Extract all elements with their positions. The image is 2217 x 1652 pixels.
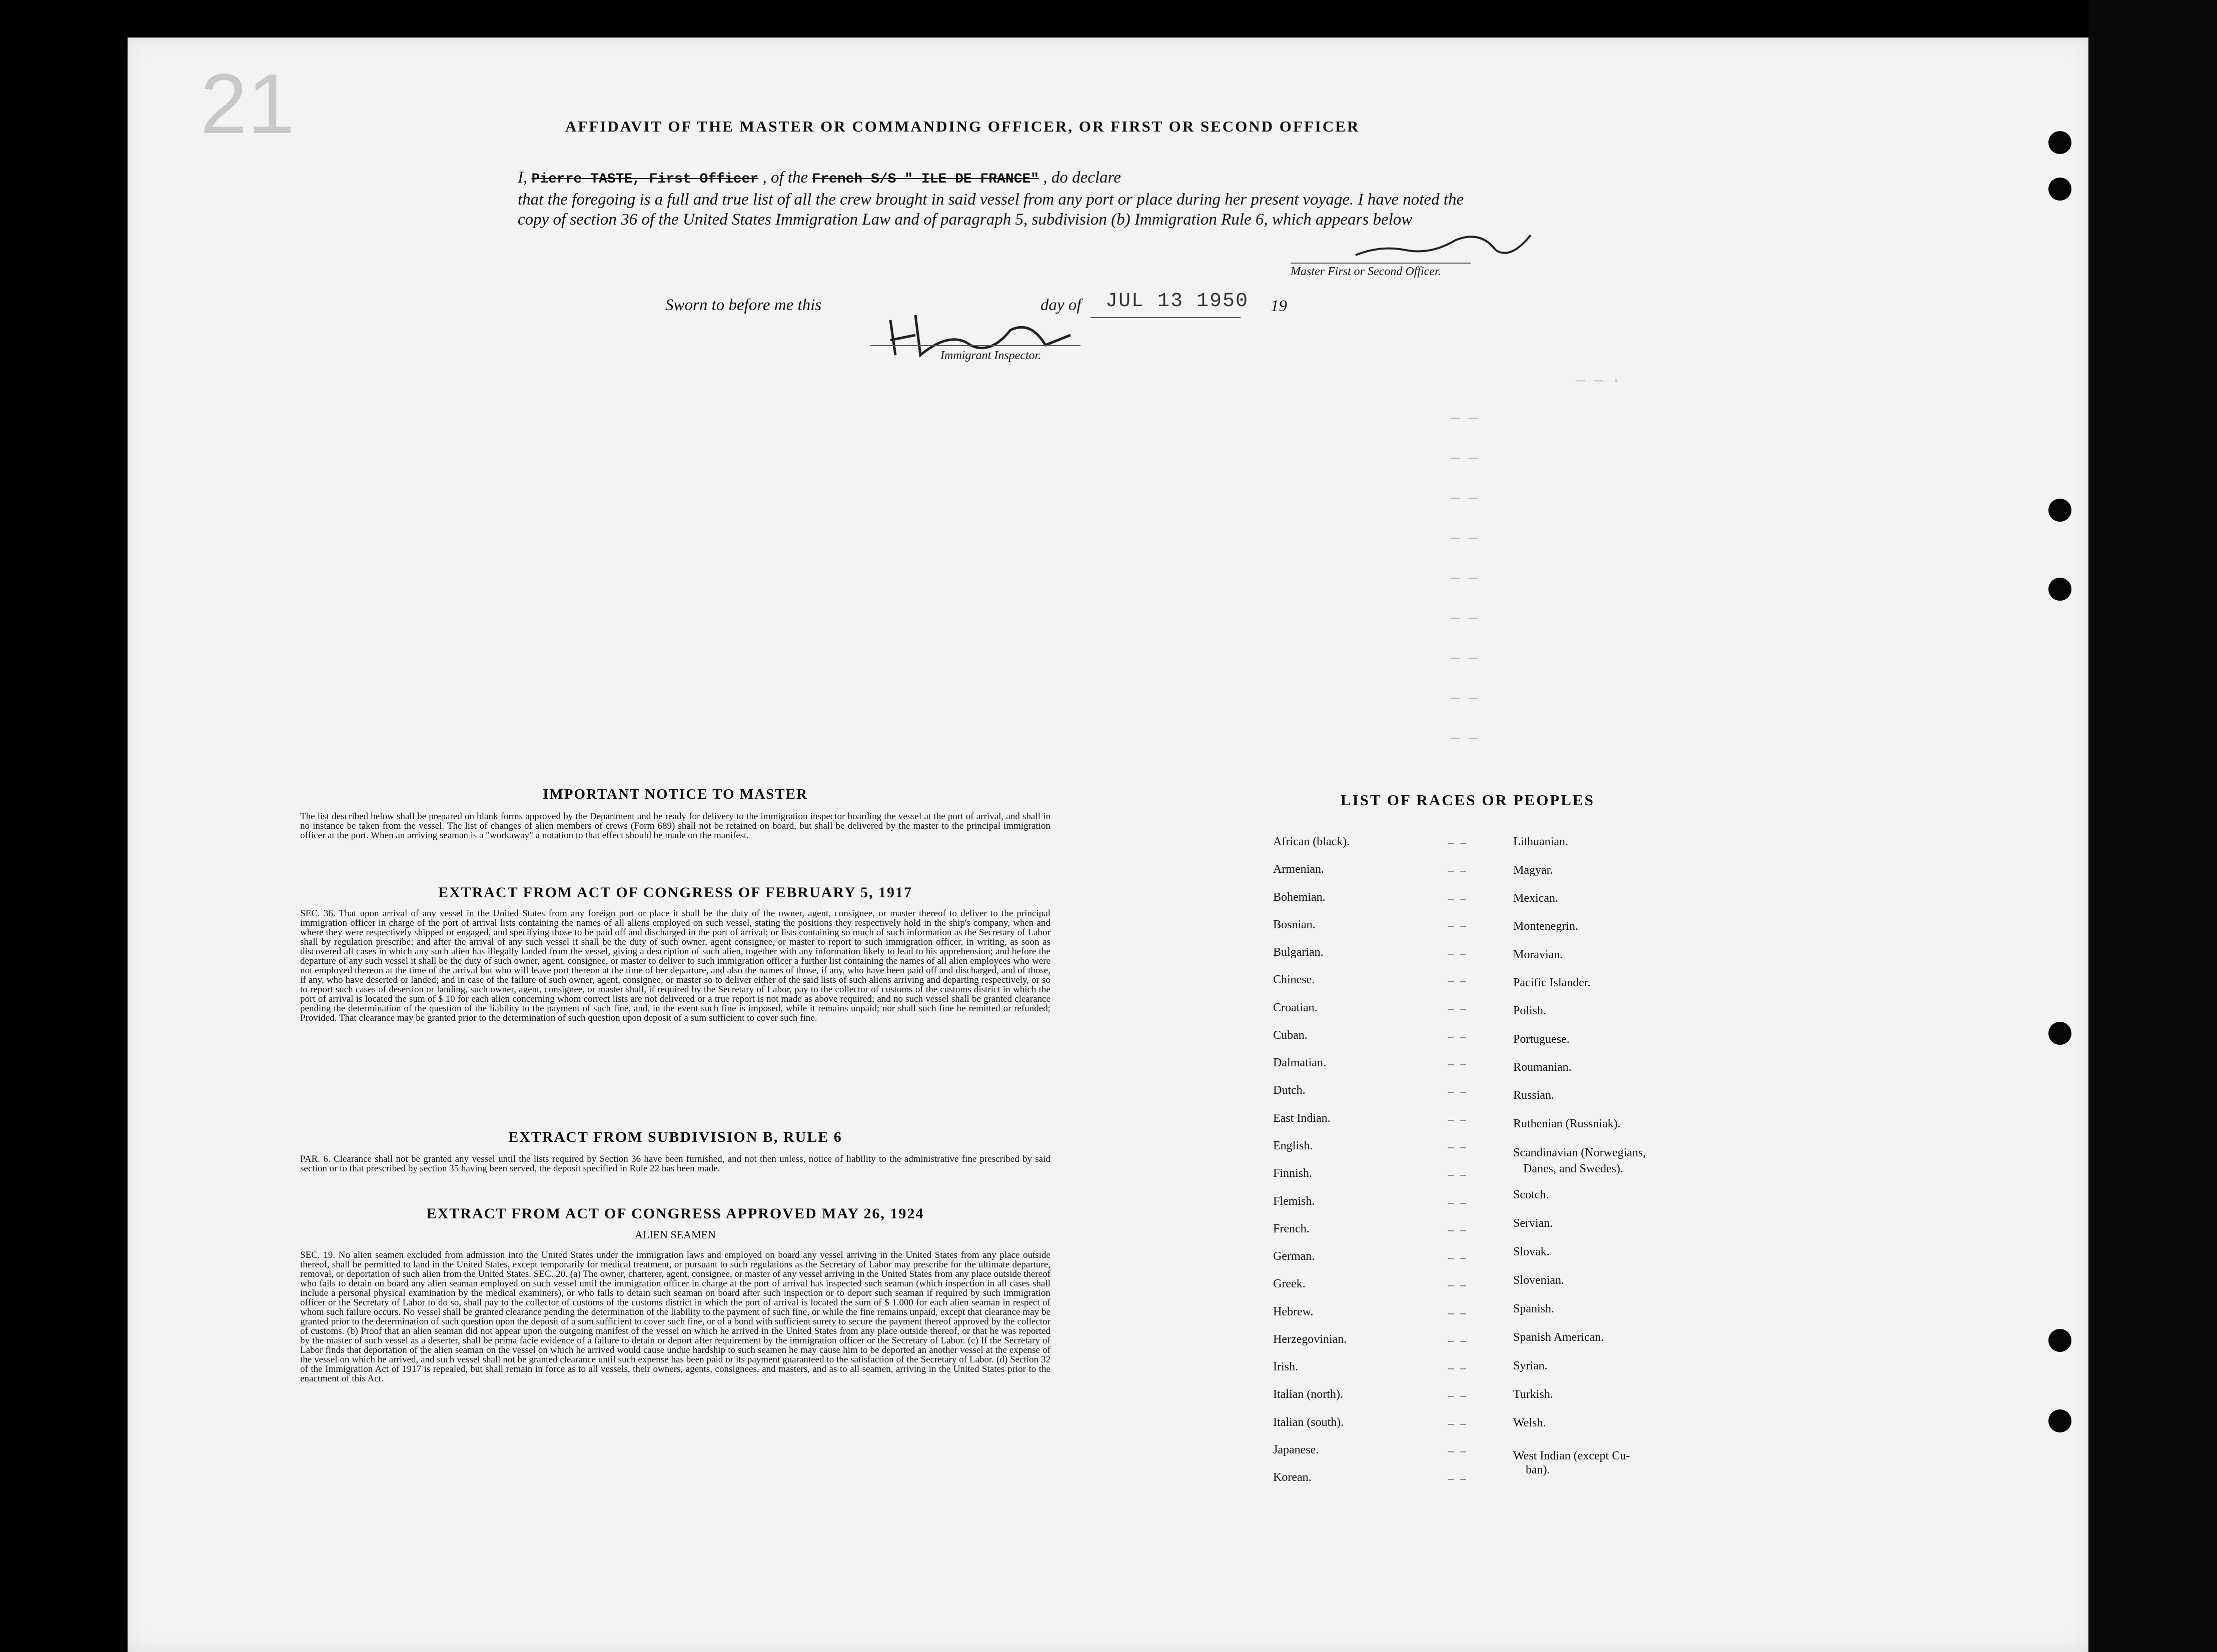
- race-separator: – –: [1448, 864, 1468, 876]
- race-item: English.: [1273, 1139, 1313, 1152]
- race-separator: – –: [1448, 836, 1468, 849]
- race-item: Irish.: [1273, 1360, 1298, 1373]
- affidavit-statement: [518, 168, 1473, 230]
- race-item: Portuguese.: [1513, 1033, 1570, 1046]
- race-item: Chinese.: [1273, 973, 1315, 986]
- race-item: Magyar.: [1513, 864, 1553, 877]
- right-film-margin: [2088, 0, 2217, 1652]
- punch-hole-5: [2048, 1022, 2071, 1045]
- bleed-text: — —: [1451, 410, 1478, 427]
- race-item: Roumanian.: [1513, 1061, 1572, 1074]
- race-item: Slovak.: [1513, 1245, 1550, 1258]
- extract-1917-title: EXTRACT FROM ACT OF CONGRESS OF FEBRUARY 5, 1917: [438, 884, 913, 901]
- bleed-text: — —: [1451, 730, 1478, 747]
- race-item: French.: [1273, 1222, 1310, 1235]
- race-separator: – –: [1448, 1334, 1468, 1346]
- race-item: Ruthenian (Russniak).: [1513, 1117, 1621, 1130]
- page-number: 21: [200, 57, 295, 152]
- race-separator: – –: [1448, 1361, 1468, 1374]
- bleed-text: — —: [1451, 530, 1478, 547]
- document-page: [128, 38, 2088, 1652]
- race-item: Hebrew.: [1273, 1305, 1314, 1318]
- punch-hole-1: [2048, 131, 2071, 154]
- race-item: Italian (south).: [1273, 1416, 1344, 1429]
- race-item: Spanish American.: [1513, 1331, 1604, 1344]
- left-film-margin: [0, 0, 128, 1652]
- officer-name: Pierre TASTE, First Officer: [531, 172, 759, 187]
- bleed-text: — —: [1451, 570, 1478, 587]
- race-item: Armenian.: [1273, 863, 1324, 876]
- race-item: Korean.: [1273, 1471, 1312, 1484]
- officer-caption: Master First or Second Officer.: [1291, 265, 1441, 278]
- extract-1917-text: SEC. 36. That upon arrival of any vessel in the United States from any foreign port or place it shall be the duty of the owner, agent, consignee, or master thereof to deliver to the principal immigration officer in charge of the port of arrival lists containing the names of all aliens employed on such vessel, stating the positions they respectively hold in the ship's company, when and where they were respectively shipped or engaged, and specifying those to be paid off and discharged in the port of arrival; or lists containing so much of such information as the Secretary of Labor shall by regulation prescribe; and after the arrival of any such vessel it shall be the duty of such owner, agent consignee, or master to report to such immigration officer, in writing, as soon as discovered all cases in which any such alien has illegally landed from the vessel, giving a description of such alien, together with any information likely to lead to his apprehension; and before the departure of any such vessel it shall be the duty of such owner, agent, consignee, or master to deliver to such immigration officer a further list containing the names of all alien employees who were not employed thereon at the time of the arrival but who will leave port thereon at the time of her departure, and also the names of those, if any, who have been paid off and discharged, and of those, if any, who have deserted or landed; and in case of the failure of such owner, agent, consignee, or master so to deliver either of the said lists of such aliens arriving and departing respectively, or so to report such cases of desertion or landing, such owner, agent, consignee, or master shall, if required by the Secretary of Labor, pay to the collector of customs of the customs district in which the port of arrival is located the sum of $ 10 for each alien concerning whom correct lists are not delivered or a true report is not made as above required; and no such vessel shall be granted clearance pending the determination of the question of the liability to the payment of such fine, and, in the event such fine is imposed, while it remains unpaid; nor shall such fine be remitted or refunded; Provided. That clearance may be granted prior to the determination of such question upon deposit of a sum sufficient to cover such fine.: [300, 908, 1050, 1023]
- bleed-text: — —: [1451, 610, 1478, 627]
- race-separator: – –: [1448, 1140, 1468, 1153]
- punch-hole-4: [2048, 578, 2071, 601]
- extract-rule6-text: PAR. 6. Clearance shall not be granted any vessel until the lists required by Section 36 have been furnished, and not then unless, notice of liability to the administrative fine prescribed by said section or to that prescribed by section 35 having been served, the deposit specified in Rule 22 has been made.: [300, 1154, 1050, 1174]
- race-separator: – –: [1448, 1030, 1468, 1042]
- race-item: Bohemian.: [1273, 891, 1326, 904]
- race-separator: – –: [1448, 1002, 1468, 1015]
- affidavit-body: that the foregoing is a full and true list of all the crew brought in said vessel from any port or place during her present voyage. I have noted the copy of section 36 of the United States Immigration Law and of paragraph 5, subdivision (b) Immigration Rule 6, which appears below: [518, 191, 1464, 229]
- extract-1924-text: SEC. 19. No alien seamen excluded from admission into the United States under the immigration laws and employed on board any vessel arriving in the United States from any place outside thereof, shall be permitted to land in the United States, except temporarily for medical treatment, or pursuant to such regulations as the Secretary of Labor may prescribe for the ultimate departure, removal, or deportation of such alien from the United States. SEC. 20. (a) The owner, charterer, agent, consignee, or master of any vessel arriving in the United States from any place outside thereof who fails to detain on board any alien seaman employed on such vessel until the immigration officer in charge at the port of arrival has inspected such seaman (which inspection in all cases shall include a personal physical examination by the medical examiners), or who fails to detain such seaman on board after such inspection or to deport such seaman if required by such immigration officer or the Secretary of Labor to do so, shall pay to the collector of customs of the customs district in which the port of arrival is located the sum of $ 1.000 for each alien seaman in respect of whom such failure occurs. No vessel shall be granted clearance pending the determination of the liability to the payment of such fine, or while the fine remains unpaid, except that clearance may be granted prior to the determination of such question upon the deposit of a sum sufficient to cover such fine, or of a bond with sufficient surety to secure the payment thereof approved by the collector of customs. (b) Proof that an alien seaman did not appear upon the outgoing manifest of the vessel on which he arrived in the United States from any place outside thereof, or that he was reported by the master of such vessel as a deserter, shall be prima facie evidence of a failure to detain or deport after requirement by the immigration officer or the Secretary of Labor. (c) If the Secretary of Labor finds that deportation of the alien seaman on the vessel on which he arrived would cause undue hardship to such seamen he may cause him to be deported an another vessel at the expense of the vessel on which he arrived, and such vessel shall not be granted clearance until such expense has been paid or its payment guaranteed to the satisfaction of the Secretary of Labor. (d) Section 32 of the Immigration Act of 1917 is repealed, but shall remain in force as to all vessels, their owners, agents, consignees, and masters, and as to all seamen, arriving in the United States prior to the enactment of this Act.: [300, 1250, 1050, 1384]
- race-separator: – –: [1448, 1085, 1468, 1097]
- punch-hole-2: [2048, 178, 2071, 201]
- affidavit-prefix: I,: [518, 169, 528, 187]
- extract-1924-title: EXTRACT FROM ACT OF CONGRESS APPROVED MAY 26, 1924: [426, 1205, 924, 1222]
- race-item: Servian.: [1513, 1217, 1553, 1230]
- affidavit-title: AFFIDAVIT OF THE MASTER OR COMMANDING OFFICER, OR FIRST OR SECOND OFFICER: [565, 118, 1360, 135]
- bleed-text: — —: [1451, 690, 1478, 707]
- year-prefix: 19: [1271, 297, 1287, 315]
- race-item: West Indian (except Cu-: [1513, 1449, 1630, 1462]
- race-item: Bulgarian.: [1273, 946, 1324, 959]
- bleed-text: — —: [1451, 490, 1478, 507]
- race-separator: – –: [1448, 1057, 1468, 1070]
- race-item: Scandinavian (Norwegians,: [1513, 1146, 1646, 1159]
- punch-hole-7: [2048, 1409, 2071, 1432]
- race-item: Mexican.: [1513, 892, 1558, 905]
- race-separator: – –: [1448, 1251, 1468, 1263]
- race-item: Dalmatian.: [1273, 1056, 1326, 1069]
- race-item: Moravian.: [1513, 948, 1563, 961]
- race-item: German.: [1273, 1250, 1315, 1263]
- race-separator: – –: [1448, 892, 1468, 904]
- race-separator: – –: [1448, 1168, 1468, 1180]
- punch-hole-6: [2048, 1329, 2071, 1352]
- race-separator: – –: [1448, 1223, 1468, 1236]
- extract-rule6-title: EXTRACT FROM SUBDIVISION B, RULE 6: [508, 1129, 842, 1145]
- race-separator: – –: [1448, 919, 1468, 932]
- notice-title: IMPORTANT NOTICE TO MASTER: [543, 786, 808, 802]
- bleed-text: — — ·: [1576, 373, 1621, 390]
- race-separator: – –: [1448, 1472, 1468, 1484]
- race-item: Syrian.: [1513, 1359, 1548, 1372]
- race-item: Finnish.: [1273, 1167, 1313, 1180]
- race-item: Italian (north).: [1273, 1388, 1343, 1401]
- race-separator: – –: [1448, 974, 1468, 987]
- extract-1924-subtitle: ALIEN SEAMEN: [635, 1228, 716, 1241]
- race-item: Japanese.: [1273, 1443, 1319, 1456]
- race-separator: – –: [1448, 1444, 1468, 1457]
- vessel-name: French S/S " ILE DE FRANCE": [812, 172, 1039, 187]
- race-item: Dutch.: [1273, 1084, 1306, 1097]
- date-stamp: JUL 13 1950: [1105, 290, 1249, 313]
- race-separator: – –: [1448, 1389, 1468, 1401]
- races-title: LIST OF RACES OR PEOPLES: [1341, 791, 1595, 809]
- race-separator: – –: [1448, 1306, 1468, 1319]
- race-separator: – –: [1448, 947, 1468, 959]
- declare-text: , do declare: [1043, 169, 1121, 187]
- race-item: Polish.: [1513, 1004, 1547, 1017]
- race-item: Cuban.: [1273, 1029, 1308, 1042]
- race-item: Bosnian.: [1273, 918, 1316, 931]
- notice-text: The list described below shall be prepared on blank forms approved by the Department and be ready for delivery to the immigration inspector boarding the vessel at the port of arrival, and shall in no instance be taken from the vessel. The list of changes of alien members of crews (Form 689) shall not be retained on board, but shall be delivered by the master to the principal immigration officer at the port. When an arriving seaman is a "workaway" a notation to that effect should be made on the manifest.: [300, 811, 1050, 841]
- race-item: Scotch.: [1513, 1188, 1549, 1201]
- race-separator: – –: [1448, 1278, 1468, 1291]
- race-west-indian-line2: ban).: [1526, 1463, 1550, 1476]
- race-item: East Indian.: [1273, 1112, 1331, 1125]
- date-line: [1090, 317, 1241, 318]
- bleed-text: — —: [1451, 650, 1478, 667]
- inspector-signature-line: [870, 345, 1080, 346]
- race-item: Flemish.: [1273, 1195, 1315, 1208]
- race-item: African (black).: [1273, 835, 1350, 848]
- race-item: Pacific Islander.: [1513, 976, 1591, 989]
- race-item: Montenegrin.: [1513, 920, 1578, 933]
- of-the-text: , of the: [762, 169, 808, 187]
- race-item: Lithuanian.: [1513, 835, 1568, 848]
- race-item: Russian.: [1513, 1089, 1555, 1102]
- race-item: Spanish.: [1513, 1302, 1555, 1315]
- race-scandinavian-line2: Danes, and Swedes).: [1523, 1162, 1623, 1175]
- race-item: Herzegovinian.: [1273, 1333, 1347, 1346]
- race-separator: – –: [1448, 1417, 1468, 1429]
- race-separator: – –: [1448, 1196, 1468, 1208]
- race-item: Croatian.: [1273, 1001, 1318, 1014]
- race-item: Turkish.: [1513, 1388, 1553, 1401]
- day-of-text: day of: [1040, 296, 1081, 314]
- race-item: Greek.: [1273, 1277, 1306, 1290]
- sworn-text: Sworn to before me this: [665, 296, 822, 314]
- race-separator: – –: [1448, 1113, 1468, 1125]
- race-item: Slovenian.: [1513, 1274, 1564, 1287]
- punch-hole-3: [2048, 499, 2071, 522]
- inspector-caption: Immigrant Inspector.: [940, 349, 1041, 362]
- officer-signature-line: [1291, 263, 1471, 264]
- bleed-text: — —: [1451, 450, 1478, 467]
- race-item: Welsh.: [1513, 1416, 1546, 1429]
